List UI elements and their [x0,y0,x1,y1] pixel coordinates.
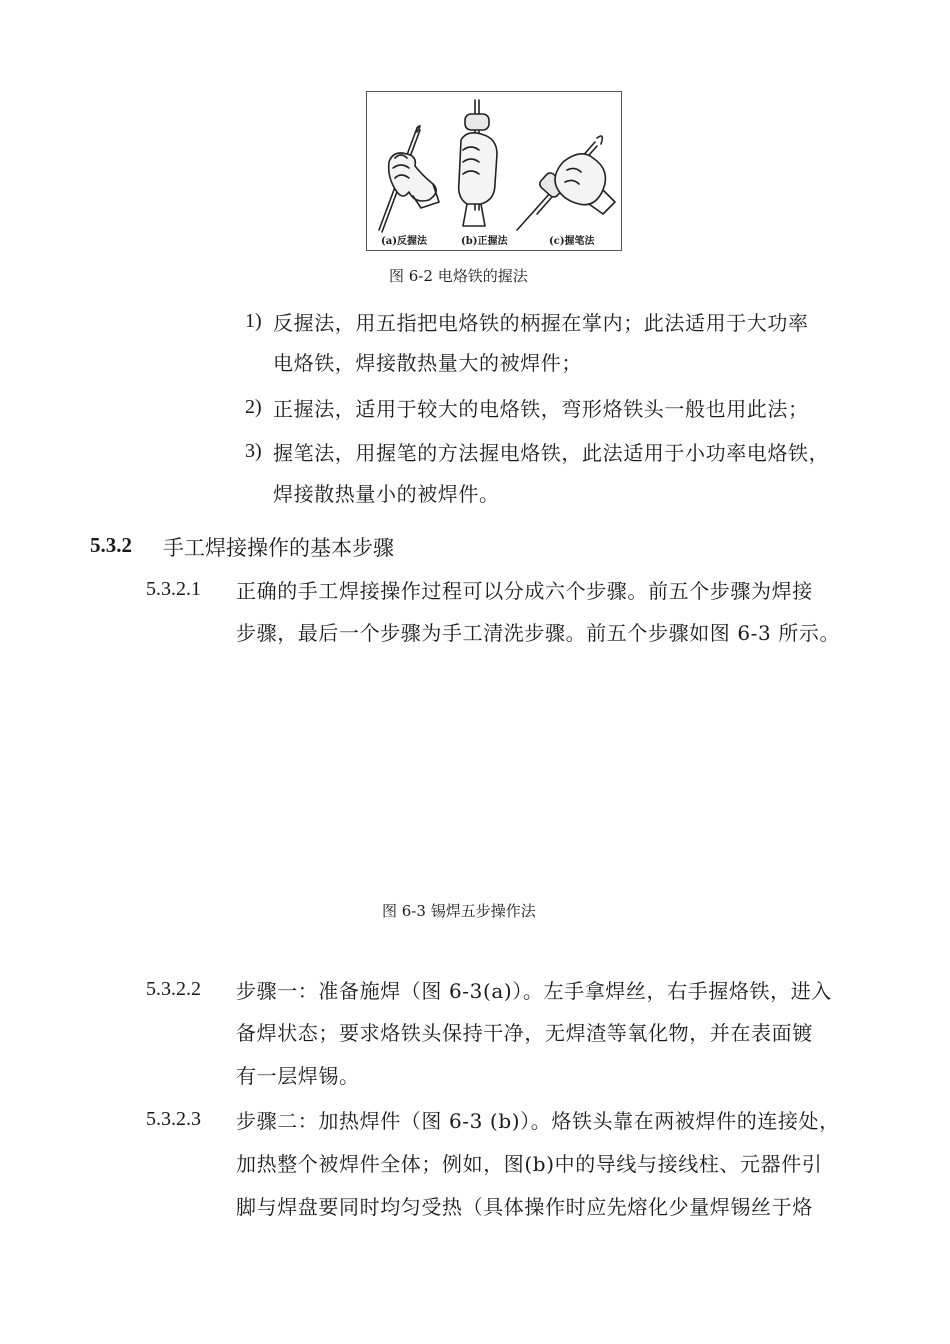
list-item-number: 3) [245,440,262,462]
paragraph-text: 步骤，最后一个步骤为手工清洗步骤。前五个步骤如图 6-3 所示。 [236,621,841,645]
panel-label-a: (a)反握法 [381,236,427,247]
panel-label-b: (b)正握法 [461,236,508,247]
list-item-number: 2) [245,396,262,418]
list-item-text: 正握法，适用于较大的电烙铁，弯形烙铁头一般也用此法； [273,397,809,421]
paragraph-text: 步骤一：准备施焊（图 6-3(a)）。左手拿焊丝，右手握烙铁，进入 [236,979,832,1003]
list-item-text: 握笔法，用握笔的方法握电烙铁，此法适用于小功率电烙铁， [273,441,830,465]
figure-6-3-caption: 图 6-3 锡焊五步操作法 [382,902,536,920]
paragraph-number: 5.3.2.3 [146,1108,201,1130]
paragraph-text: 正确的手工焊接操作过程可以分成六个步骤。前五个步骤为焊接 [236,579,813,603]
paragraph-text: 备焊状态；要求烙铁头保持干净，无焊渣等氧化物，并在表面镀 [236,1021,813,1045]
list-item-text: 焊接散热量小的被焊件。 [273,482,500,506]
paragraph-text: 加热整个被焊件全体；例如，图(b)中的导线与接线柱、元器件引 [236,1152,823,1176]
list-item-text: 反握法，用五指把电烙铁的柄握在掌内；此法适用于大功率 [273,311,809,335]
paragraph-text: 脚与焊盘要同时均匀受热（具体操作时应先熔化少量焊锡丝于烙 [236,1195,813,1219]
paragraph-text: 步骤二：加热焊件（图 6-3 (b)）。烙铁头靠在两被焊件的连接处， [236,1109,840,1133]
figure-6-2-caption: 图 6-2 电烙铁的握法 [389,267,528,285]
soldering-grip-illustration [367,92,621,250]
paragraph-number: 5.3.2.2 [146,978,201,1000]
panel-label-c: (c)握笔法 [549,236,595,247]
section-title: 手工焊接操作的基本步骤 [163,536,394,560]
list-item-number: 1) [245,310,262,332]
figure-6-2 [366,91,622,251]
section-number: 5.3.2 [90,533,132,557]
paragraph-number: 5.3.2.1 [146,578,201,600]
paragraph-text: 有一层焊锡。 [236,1064,360,1088]
list-item-text: 电烙铁，焊接散热量大的被焊件； [273,351,582,375]
